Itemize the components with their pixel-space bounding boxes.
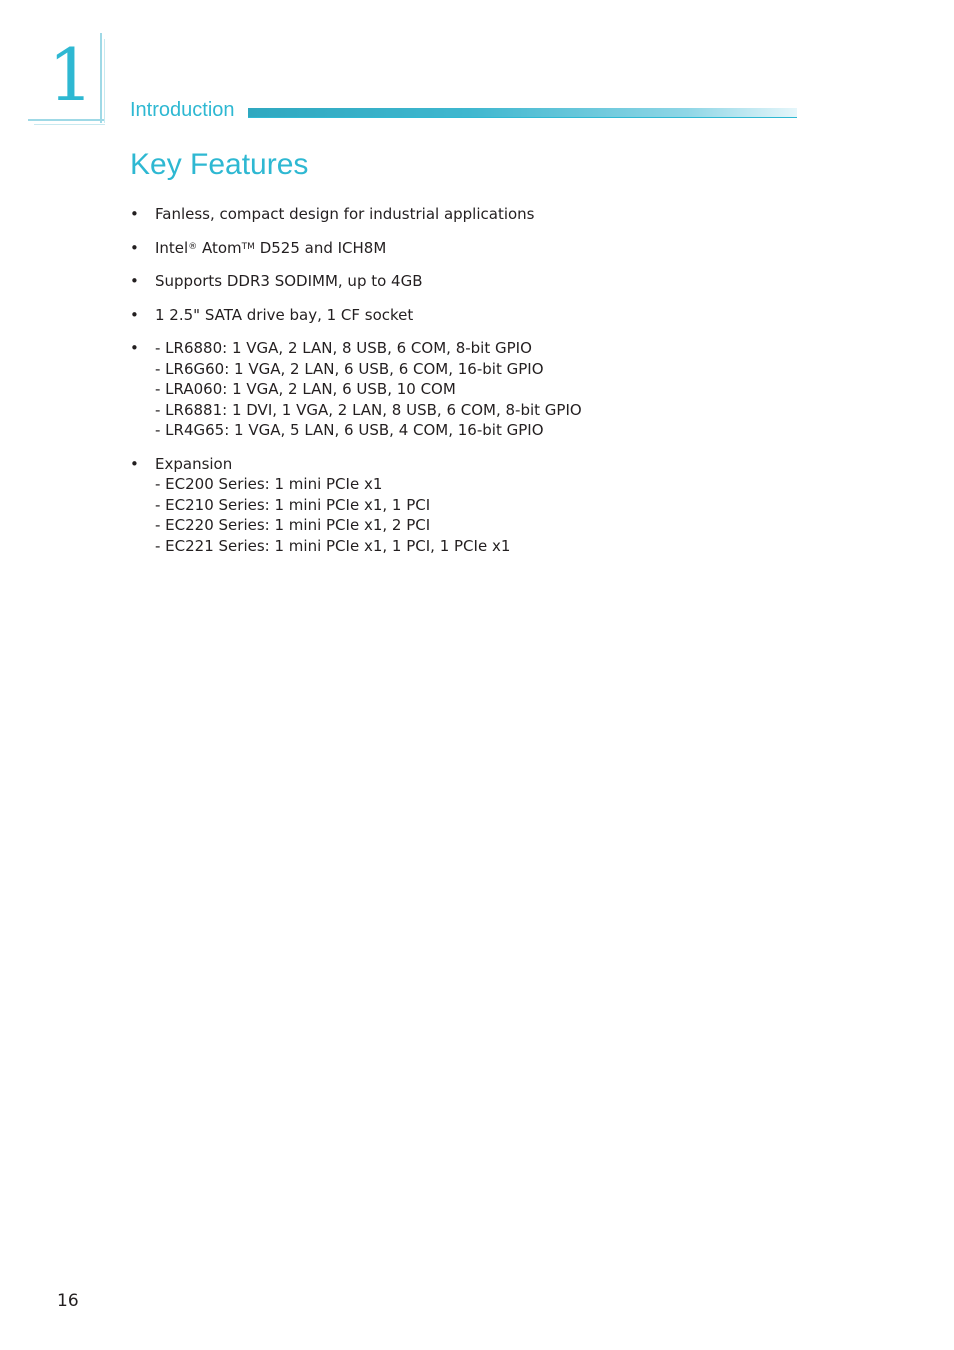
chapter-frame-line xyxy=(28,119,104,121)
bullet: • xyxy=(130,272,139,290)
section-label: Introduction xyxy=(130,99,235,121)
model-item: - LR6880: 1 VGA, 2 LAN, 8 USB, 6 COM, 8-bit GPIO xyxy=(155,339,532,357)
chapter-frame-line xyxy=(100,33,102,123)
chapter-number: 1 xyxy=(48,33,94,117)
key-features-list xyxy=(130,204,810,569)
feature-text-part: Atom xyxy=(197,238,242,257)
bullet: • xyxy=(130,454,139,473)
list-item xyxy=(130,305,810,326)
page-title: Key Features xyxy=(130,148,309,181)
list-item xyxy=(130,271,810,292)
list-item xyxy=(130,454,810,557)
model-item: - LR4G65: 1 VGA, 5 LAN, 6 USB, 4 COM, 16-bit GPIO xyxy=(155,421,544,439)
bullet: • xyxy=(130,305,139,324)
registered-mark: ® xyxy=(188,241,198,252)
expansion-item: - EC210 Series: 1 mini PCIe x1, 1 PCI xyxy=(155,495,431,514)
model-list xyxy=(155,338,810,441)
chapter-frame-line xyxy=(34,124,105,125)
list-item xyxy=(130,204,810,225)
feature-text xyxy=(155,239,386,257)
model-item: - LR6881: 1 DVI, 1 VGA, 2 LAN, 8 USB, 6 COM, 8-bit GPIO xyxy=(155,400,582,419)
expansion-item: - EC200 Series: 1 mini PCIe x1 xyxy=(155,475,383,493)
expansion-list xyxy=(155,474,810,556)
expansion-item: - EC220 Series: 1 mini PCIe x1, 2 PCI xyxy=(155,516,431,534)
feature-text: 1 2.5" SATA drive bay, 1 CF socket xyxy=(155,305,414,324)
chapter-frame-line xyxy=(104,39,105,123)
bullet: • xyxy=(130,238,139,257)
list-item xyxy=(130,238,810,259)
feature-text-part: Intel xyxy=(155,238,189,257)
section-header-rule xyxy=(248,117,797,118)
feature-text-part: D525 and ICH8M xyxy=(254,238,387,257)
bullet: • xyxy=(130,205,139,223)
feature-text: Fanless, compact design for industrial applications xyxy=(155,205,535,223)
model-item: - LRA060: 1 VGA, 2 LAN, 6 USB, 10 COM xyxy=(155,380,456,398)
chapter-marker xyxy=(28,33,104,123)
expansion-item: - EC221 Series: 1 mini PCIe x1, 1 PCI, 1 PCIe x1 xyxy=(155,536,511,555)
trademark-mark: TM xyxy=(241,241,255,252)
expansion-label: Expansion xyxy=(155,454,233,473)
model-item: - LR6G60: 1 VGA, 2 LAN, 6 USB, 6 COM, 16-bit GPIO xyxy=(155,359,544,378)
feature-text: Supports DDR3 SODIMM, up to 4GB xyxy=(155,272,423,290)
bullet: • xyxy=(130,339,139,357)
page-number: 16 xyxy=(57,1291,79,1311)
list-item xyxy=(130,338,810,441)
